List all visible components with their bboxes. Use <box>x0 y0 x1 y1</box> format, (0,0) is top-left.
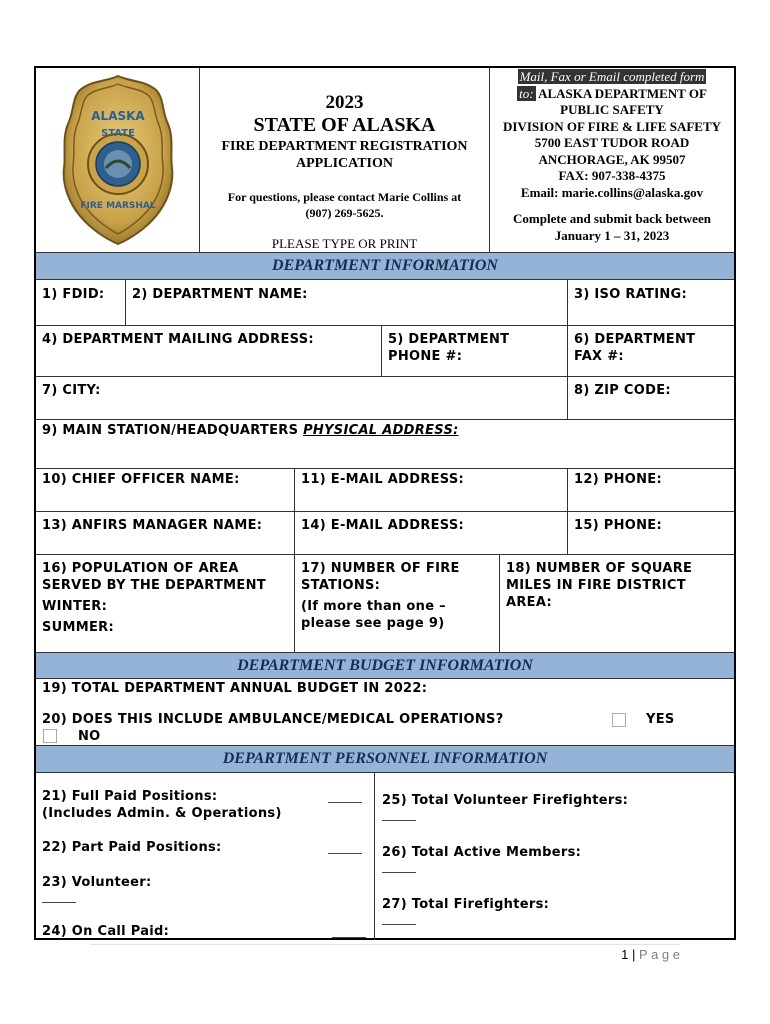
field-label: 19) TOTAL DEPARTMENT ANNUAL BUDGET IN 2022: <box>42 681 428 696</box>
field-label: 27) Total Firefighters: <box>382 897 550 912</box>
field-anfirs-phone[interactable] <box>568 511 734 554</box>
page-label: P a g e <box>639 947 680 962</box>
field-note: please see page 9) <box>301 616 445 631</box>
field-note: (Includes Admin. & Operations) <box>42 806 282 821</box>
field-label-winter: WINTER: <box>42 599 108 614</box>
field-label: 25) Total Volunteer Firefighters: <box>382 793 629 808</box>
field-label: 5) DEPARTMENT <box>388 332 510 347</box>
form-title-line1: FIRE DEPARTMENT REGISTRATION <box>221 139 468 154</box>
registration-form <box>34 66 736 940</box>
field-total-active-members[interactable] <box>374 844 734 878</box>
field-label: STATIONS: <box>301 578 381 593</box>
field-label: FAX #: <box>574 349 624 364</box>
field-on-call-paid[interactable] <box>36 923 374 940</box>
field-label: 9) MAIN STATION/HEADQUARTERS <box>42 423 304 438</box>
label-no: NO <box>78 729 101 744</box>
field-label: AREA: <box>506 595 552 610</box>
submit-line1: Complete and submit back between <box>513 211 711 226</box>
blank-line[interactable] <box>332 937 366 938</box>
submit-line2: January 1 – 31, 2023 <box>554 227 670 243</box>
field-label: 2) DEPARTMENT NAME: <box>132 287 308 302</box>
field-number-of-stations[interactable] <box>295 554 500 652</box>
field-physical-address[interactable] <box>36 419 734 468</box>
field-label: 16) POPULATION OF AREA <box>42 561 239 576</box>
field-label: 23) Volunteer: <box>42 875 152 890</box>
field-label: 8) ZIP CODE: <box>574 383 671 398</box>
mail-to-highlight: to: <box>519 85 534 101</box>
field-department-fax[interactable] <box>568 325 734 376</box>
mail-line3: DIVISION OF FIRE & LIFE SAFETY <box>502 118 722 134</box>
field-label: 24) On Call Paid: <box>42 924 170 939</box>
badge-cell <box>36 68 200 252</box>
blank-line[interactable] <box>328 802 362 803</box>
field-chief-email[interactable] <box>295 468 568 511</box>
field-mailing-address[interactable] <box>36 325 382 376</box>
label-yes: YES <box>646 712 675 727</box>
field-label: 12) PHONE: <box>574 472 662 487</box>
field-label: MILES IN FIRE DISTRICT <box>506 578 686 593</box>
section-department-information <box>36 252 734 280</box>
field-chief-phone[interactable] <box>568 468 734 511</box>
field-label: 26) Total Active Members: <box>382 845 582 860</box>
section-title: DEPARTMENT INFORMATION <box>272 257 498 274</box>
field-department-phone[interactable] <box>382 325 568 376</box>
badge-top-text: ALASKA <box>91 109 145 123</box>
field-city[interactable] <box>36 376 568 419</box>
section-personnel-information <box>36 745 734 773</box>
field-anfirs-email[interactable] <box>295 511 568 554</box>
checkbox-no[interactable] <box>43 729 57 743</box>
form-title-line2: APPLICATION <box>296 156 393 171</box>
mail-line4: 5700 EAST TUDOR ROAD <box>534 135 690 150</box>
badge-bottom-text: FIRE MARSHAL <box>80 201 156 211</box>
fax-number: FAX: 907-338-4375 <box>558 168 666 183</box>
field-label: 17) NUMBER OF FIRE <box>301 561 460 576</box>
field-label: PHONE #: <box>388 349 463 364</box>
field-label: 3) ISO RATING: <box>574 287 688 302</box>
field-label: 14) E-MAIL ADDRESS: <box>301 518 465 533</box>
questions-line2: (907) 269-5625. <box>305 206 384 220</box>
field-volunteer[interactable] <box>36 874 374 908</box>
email-address[interactable]: Email: marie.collins@alaska.gov <box>520 184 704 200</box>
checkbox-yes[interactable] <box>612 713 626 727</box>
blank-line[interactable] <box>328 853 362 854</box>
blank-line[interactable] <box>382 872 416 873</box>
blank-line[interactable] <box>382 924 416 925</box>
field-label-summer: SUMMER: <box>42 620 114 635</box>
badge-state-text: STATE <box>101 128 135 139</box>
field-square-miles[interactable] <box>500 554 734 652</box>
field-label: SERVED BY THE DEPARTMENT <box>42 578 266 593</box>
field-chief-officer-name[interactable] <box>36 468 295 511</box>
page-footer <box>90 944 680 962</box>
field-label: 18) NUMBER OF SQUARE <box>506 561 693 576</box>
field-fdid[interactable] <box>36 280 126 325</box>
field-note: (If more than one – <box>301 599 446 614</box>
field-label: 7) CITY: <box>42 383 101 398</box>
field-part-paid-positions[interactable] <box>36 839 374 856</box>
field-label: 13) ANFIRS MANAGER NAME: <box>42 518 263 533</box>
field-label: 6) DEPARTMENT <box>574 332 696 347</box>
field-label: 1) FDID: <box>42 287 105 302</box>
page-separator: | <box>632 947 640 962</box>
field-label: 10) CHIEF OFFICER NAME: <box>42 472 240 487</box>
field-iso-rating[interactable] <box>568 280 734 325</box>
mailing-info-cell <box>490 68 734 252</box>
state-name: STATE OF ALASKA <box>253 114 436 136</box>
print-note: PLEASE TYPE OR PRINT <box>271 236 418 251</box>
mail-line1: ALASKA DEPARTMENT OF <box>538 85 707 101</box>
section-title: DEPARTMENT BUDGET INFORMATION <box>237 657 533 674</box>
field-label: 21) Full Paid Positions: <box>42 789 218 804</box>
field-label: 4) DEPARTMENT MAILING ADDRESS: <box>42 332 314 347</box>
fire-marshal-badge-icon <box>36 68 200 252</box>
section-title: DEPARTMENT PERSONNEL INFORMATION <box>222 750 548 767</box>
field-ambulance-question <box>36 709 596 745</box>
field-label: 15) PHONE: <box>574 518 662 533</box>
questions-line1: For questions, please contact Marie Collins at <box>227 190 462 204</box>
blank-line[interactable] <box>382 820 416 821</box>
blank-line[interactable] <box>42 902 76 903</box>
section-budget-information <box>36 652 734 679</box>
field-total-volunteer-firefighters[interactable] <box>374 792 734 826</box>
mail-line2: PUBLIC SAFETY <box>560 102 664 117</box>
form-year: 2023 <box>325 92 364 113</box>
field-label-emphasis: PHYSICAL ADDRESS: <box>303 423 459 438</box>
field-full-paid-positions[interactable] <box>36 788 374 822</box>
field-label: 11) E-MAIL ADDRESS: <box>301 472 465 487</box>
title-cell <box>200 68 490 252</box>
field-zip-code[interactable] <box>568 376 734 419</box>
field-department-name[interactable] <box>126 280 568 325</box>
field-population-served[interactable] <box>36 554 295 652</box>
mail-instruction-highlight: Mail, Fax or Email completed form <box>519 69 705 84</box>
field-total-firefighters[interactable] <box>374 896 734 930</box>
field-label: 22) Part Paid Positions: <box>42 840 222 855</box>
field-label: 20) DOES THIS INCLUDE AMBULANCE/MEDICAL OPERATIONS? <box>42 712 504 727</box>
field-total-budget[interactable] <box>36 679 734 709</box>
field-anfirs-manager-name[interactable] <box>36 511 295 554</box>
page-number: 1 <box>621 947 629 962</box>
mail-line5: ANCHORAGE, AK 99507 <box>538 151 686 167</box>
